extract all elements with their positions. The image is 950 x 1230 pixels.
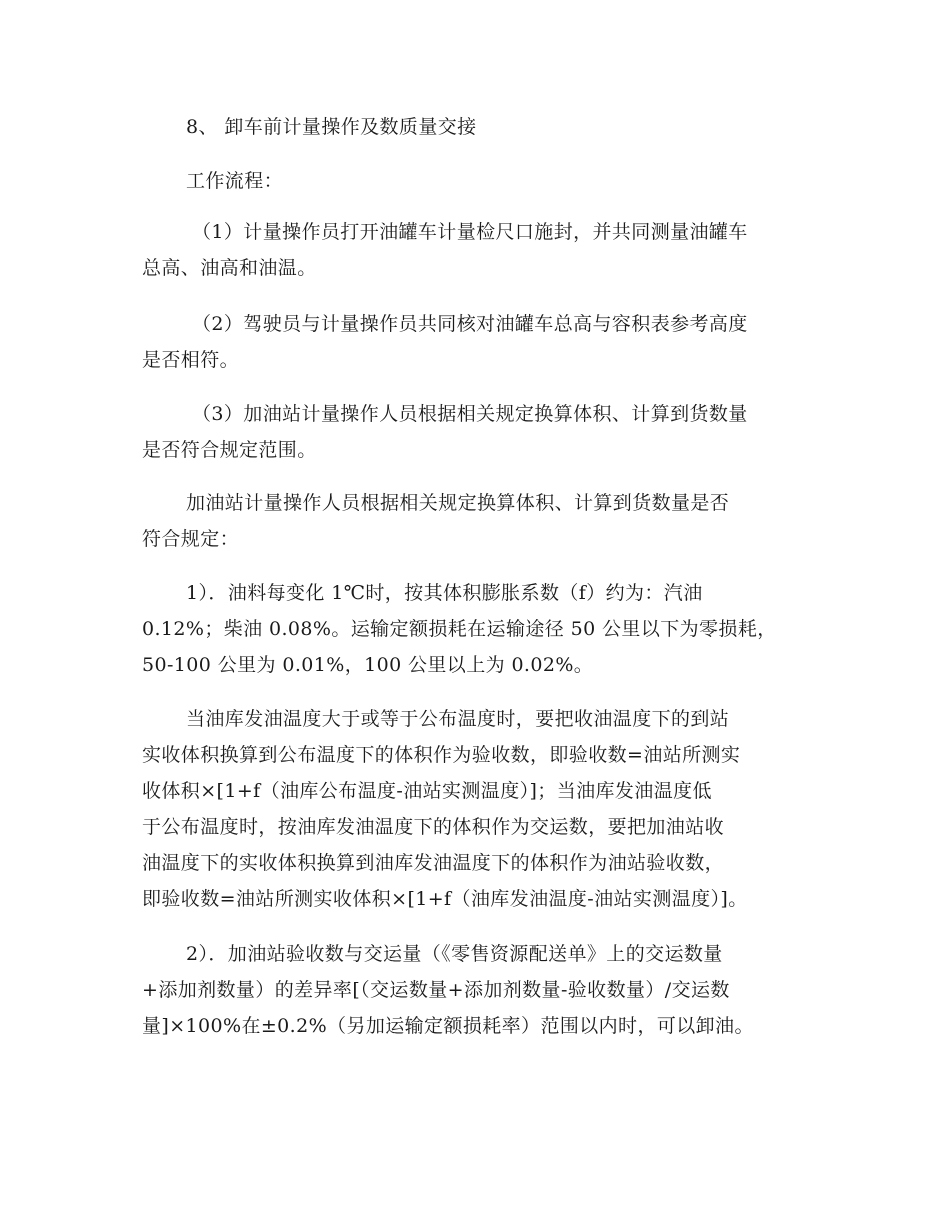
- step-1-paragraph: [142, 214, 810, 286]
- temperature-line-4: 于公布温度时，按油库发油温度下的体积作为交运数，要把加油站收: [142, 816, 725, 838]
- workflow-label-text: 工作流程：: [186, 170, 284, 192]
- rule-1-paragraph: [142, 575, 810, 683]
- rule-1-line-2: 0.12%；柴油 0.08%。运输定额损耗在运输途径 50 公里以下为零损耗，: [142, 618, 777, 640]
- temperature-paragraph: [142, 701, 810, 917]
- step-1-line-2: 总高、油高和油温。: [142, 257, 317, 279]
- step-2-paragraph: [142, 306, 810, 378]
- rule-1-line-3: 50-100 公里为 0.01%，100 公里以上为 0.02%。: [142, 654, 594, 676]
- intro-line-2: 符合规定：: [142, 528, 240, 550]
- temperature-line-2: 实收体积换算到公布温度下的体积作为验收数，即验收数=油站所测实: [142, 744, 741, 766]
- rule-2-paragraph: [142, 936, 810, 1044]
- step-2-line-2: 是否相符。: [142, 349, 240, 371]
- temperature-line-5: 油温度下的实收体积换算到油库发油温度下的体积作为油站验收数，: [142, 852, 725, 874]
- step-2-line-1: （2）驾驶员与计量操作员共同核对油罐车总高与容积表参考高度: [192, 313, 748, 335]
- step-3-line-2: 是否符合规定范围。: [142, 439, 317, 461]
- step-1-line-1: （1）计量操作员打开油罐车计量检尺口施封，并共同测量油罐车: [192, 221, 748, 243]
- intro-line-1: 加油站计量操作人员根据相关规定换算体积、计算到货数量是否: [186, 492, 730, 514]
- rule-2-line-3: 量]×100%在±0.2%（另加运输定额损耗率）范围以内时，可以卸油。: [142, 1015, 754, 1037]
- temperature-line-1: 当油库发油温度大于或等于公布温度时，要把收油温度下的到站: [186, 708, 730, 730]
- rule-2-line-1: 2）．加油站验收数与交运量（《零售资源配送单》上的交运数量: [186, 943, 723, 965]
- temperature-line-3: 收体积×[1+f（油库公布温度-油站实测温度）]；当油库发油温度低: [142, 780, 712, 802]
- rule-1-line-1: 1）．油料每变化 1℃时，按其体积膨胀系数（f）约为：汽油: [186, 582, 703, 604]
- section-heading: [142, 109, 810, 145]
- step-3-line-1: （3）加油站计量操作人员根据相关规定换算体积、计算到货数量: [192, 403, 748, 425]
- step-3-paragraph: [142, 396, 810, 468]
- rule-2-line-2: +添加剂数量）的差异率[（交运数量+添加剂数量-验收数量）/交运数: [142, 979, 730, 1001]
- heading-text: 8、 卸车前计量操作及数质量交接: [186, 116, 477, 138]
- intro-paragraph: [142, 485, 810, 557]
- temperature-line-6: 即验收数=油站所测实收体积×[1+f（油库发油温度-油站实测温度）]。: [142, 888, 748, 910]
- workflow-label: [142, 163, 810, 199]
